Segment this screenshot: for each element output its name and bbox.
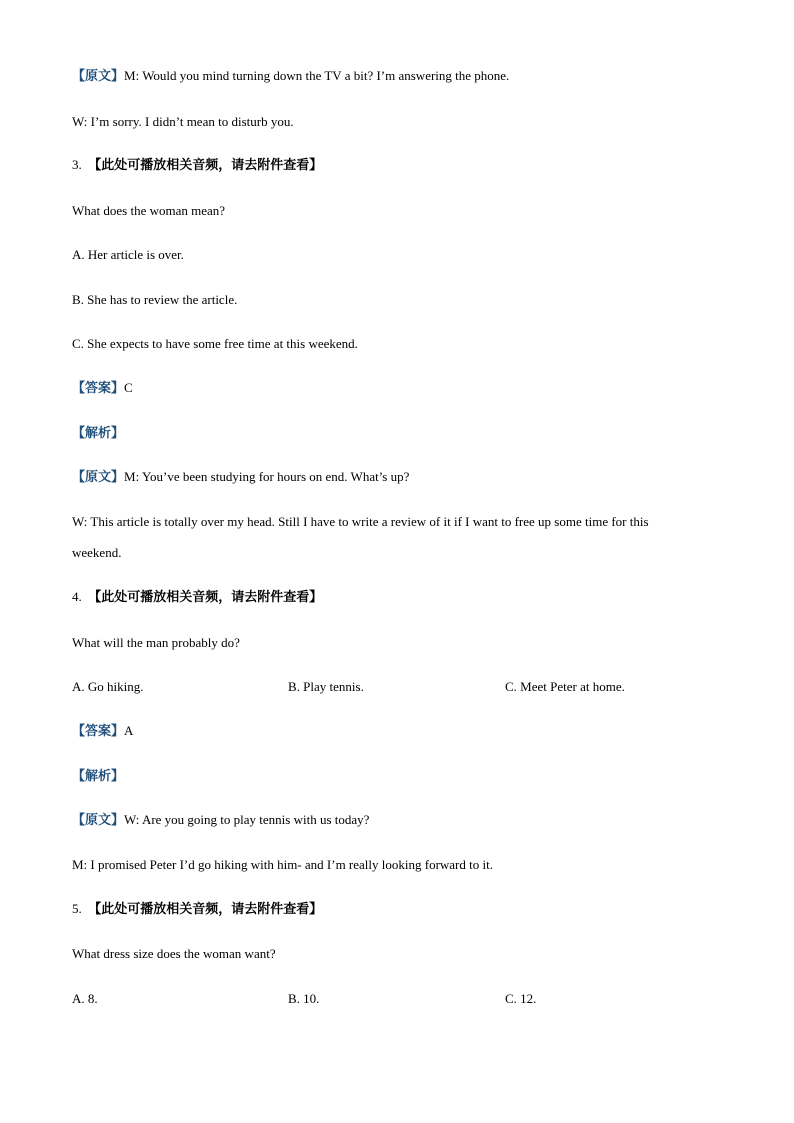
option-text: C. Meet Peter at home. (505, 679, 625, 694)
transcript-text: M: I promised Peter I’d go hiking with him- and I’m really looking forward to it. (72, 857, 493, 872)
question-3-header (72, 158, 722, 172)
question-3-option-a (72, 248, 722, 261)
answer-value: A (124, 723, 134, 738)
question-5-option-a (72, 992, 98, 1005)
audio-note: 【此处可播放相关音频，请去附件查看】 (88, 158, 323, 173)
option-text: C. She expects to have some free time at this weekend. (72, 336, 358, 351)
transcript-text: weekend. (72, 545, 122, 560)
audio-note: 【此处可播放相关音频，请去附件查看】 (88, 902, 323, 917)
option-text: B. She has to review the article. (72, 292, 238, 307)
answer-tag: 【答案】 (72, 724, 125, 739)
source-tag: 【原文】 (72, 470, 125, 485)
source-tag: 【原文】 (72, 813, 125, 828)
answer-value: C (124, 380, 133, 395)
question-3-transcript-2 (72, 515, 722, 528)
question-4-option-c (505, 680, 625, 693)
question-text: What will the man probably do? (72, 635, 240, 650)
option-text: A. 8. (72, 991, 98, 1006)
question-5-header (72, 902, 722, 916)
answer-tag: 【答案】 (72, 381, 125, 396)
transcript-line (72, 115, 722, 128)
question-4-option-b (288, 680, 364, 693)
question-5-option-b (288, 992, 319, 1005)
question-3-answer (72, 381, 722, 395)
source-tag: 【原文】 (72, 69, 125, 84)
analysis-tag: 【解析】 (72, 426, 125, 441)
question-text: What does the woman mean? (72, 203, 226, 218)
option-text: A. Go hiking. (72, 679, 144, 694)
transcript-line (72, 69, 722, 83)
transcript-text: W: I’m sorry. I didn’t mean to disturb you. (72, 114, 294, 129)
transcript-text: W: Are you going to play tennis with us today? (124, 812, 370, 827)
question-4-option-a (72, 680, 144, 693)
question-3-option-c (72, 337, 722, 350)
option-text: B. Play tennis. (288, 679, 364, 694)
question-4-header (72, 590, 722, 604)
question-5-option-c (505, 992, 536, 1005)
question-number: 4. (72, 589, 82, 604)
question-number: 5. (72, 901, 82, 916)
audio-note: 【此处可播放相关音频，请去附件查看】 (88, 590, 323, 605)
question-4-analysis (72, 769, 722, 783)
question-3-transcript-1 (72, 470, 722, 484)
question-5-text (72, 947, 722, 960)
transcript-text: M: You’ve been studying for hours on end. What’s up? (124, 469, 410, 484)
transcript-text: M: Would you mind turning down the TV a bit? I’m answering the phone. (124, 68, 510, 83)
question-4-transcript-1 (72, 813, 722, 827)
analysis-tag: 【解析】 (72, 769, 125, 784)
question-3-text (72, 204, 722, 217)
question-4-transcript-2 (72, 858, 722, 871)
question-3-option-b (72, 293, 722, 306)
question-4-answer (72, 724, 722, 738)
question-4-text (72, 636, 722, 649)
question-3-analysis (72, 426, 722, 440)
question-3-transcript-2-cont (72, 546, 722, 559)
question-text: What dress size does the woman want? (72, 946, 276, 961)
question-number: 3. (72, 157, 82, 172)
option-text: B. 10. (288, 991, 320, 1006)
option-text: C. 12. (505, 991, 537, 1006)
transcript-text: W: This article is totally over my head. Still I have to write a review of it if I want to free up some time for this (72, 514, 649, 529)
option-text: A. Her article is over. (72, 247, 184, 262)
